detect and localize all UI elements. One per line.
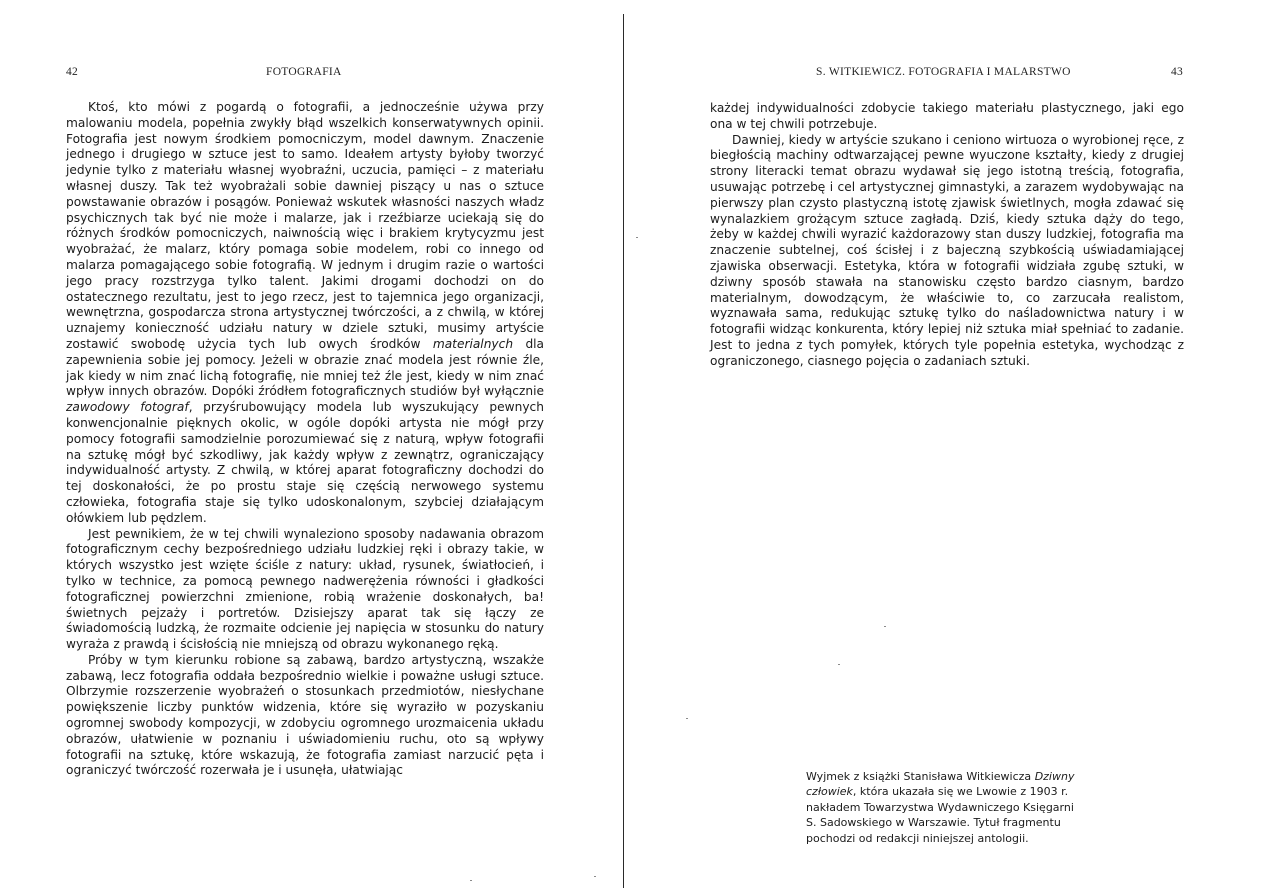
scan-speck [884,626,886,627]
scan-speck [594,876,596,877]
emphasis-materialnych: materialnych [432,336,514,351]
left-paragraph-2: Jest pewnikiem, że w tej chwili wynaleziono sposoby nadawania obrazom fotograficznym cechy bezpośredniego udziału ludzkiej ręki i obrazy takie, w których wszystko jest wzięte ściśle z natury: układ, rysunek, światłocień, i tylko w technice, za pomocą pewnego nadwerężenia równości i gładkości fotograficznej powierzchni zmienione, robią wrażenie doskonałych, ba! świetnych pejzaży i portretów. Dzisiejszy aparat tak się łączy ze świadomością ludzką, że rozmaite odcienie jej napięcia w stosunku do natury wyraża z prawdą i ścisłością nie mniejszą od obrazu wykonanego ręką. [66,526,544,652]
right-paragraph-1: każdej indywidualności zdobycie takiego materiału plastycznego, jaki ego ona w tej chwili potrzebuje. [710,101,1184,131]
left-running-head: FOTOGRAFIA [266,66,342,78]
left-page-number: 42 [66,66,79,78]
source-note [806,769,1086,846]
emphasis-zawodowy-fotograf: zawodowy fotograf [66,400,189,415]
right-paragraph-2: Dawniej, kiedy w artyście szukano i ceniono wirtuoza o wyrobionej ręce, z biegłością machiny odtwarzającej pewne wyuczone kształty, kiedy z drugiej strony literacki temat obrazu wydawał się jego istotną treścią, fotografia, usuwając potrzebę i cel artystycznej gimnastyki, a zarazem wydobywając na pierwszy plan czysto plastyczną istotę zjawisk świetlnych, mogła zdawać się wynalazkiem grożącym sztuce zagładą. Dziś, kiedy sztuka dąży do tego, żeby w każdej chwili wyrazić każdorazowy stan duszy ludzkiej, fotografia ma znaczenie subtelnej, coś ścisłej i z bajeczną szybkością uświadamiającej zjawiska obserwacji. Estetyka, która w fotografii widziała zgubę sztuki, w dziwny sposób stawała na stanowisku często bardzo ciasnym, bardzo materialnym, dowodzącym, że właściwie to, co zarzucała realistom, wyznawała sama, redukując sztukę tylko do naśladownictwa natury i w fotografii widząc konkurenta, który lepiej niż sztuka miał spełniać to zadanie. Jest to jedna z tych pomyłek, których tyle popełnia estetyka, wychodząc z ograniczonego, ciasnego pojęcia o zadaniach sztuki. [710,132,1184,368]
left-paragraph-1-part-a: Ktoś, kto mówi z pogardą o fotografii, a jednocześnie używa przy malowaniu modela, popełnia zwykły błąd wszelkich konserwatywnych opinii. Fotografia jest nowym środkiem pomocniczym, model dawnym. Znaczenie jednego i drugiego w sztuce jest to samo. Ideałem artysty byłoby tworzyć jedynie tylko z materiału własnej wyobraźni, uczucia, pamięci – z materiału własnej duszy. Tak też wyobrażali sobie dawniej piszący u nas o sztuce powstawanie obrazów i posągów. Ponieważ wskutek własności naszych władz psychicznych tak być nie może i malarze, jak i rzeźbiarze uciekają się do różnych środków pomocniczych, naiwnością więc i brakiem krytycyzmu jest wyobrażać, że malarz, który pomaga sobie modelem, robi co innego od malarza pomagającego sobie fotografią. W jednym i drugim razie o wartości jego pracy rozstrzyga tylko talent. Jakimi drogami dochodzi on do ostatecznego rezultatu, jest to jego rzecz, jest to tajemnica jego organizacji, wewnętrzna, gospodarcza strona artystycznej twórczości, a z chwilą, w której uznajemy konieczność udziału natury w dziele sztuki, musimy artyście zostawić swobodę użycia tych lub owych środków [66,100,544,351]
scan-speck [838,664,840,665]
left-paragraph-1-part-b: dla zapewnienia sobie jej pomocy. Jeżeli w obrazie znać modela jest równie źle, jak kiedy w nim znać lichą fotografię, nie mniej też źle jest, kiedy w nim znać wpływ innych obrazów. Dopóki źródłem fotograficznych studiów był wyłącznie [66,336,545,399]
scan-speck [636,237,638,238]
left-paragraph-1 [66,100,544,527]
source-note-after: , która ukazała się we Lwowie z 1903 r. nakładem Towarzystwa Wydawniczego Księgarni S. Sadowskiego w Warszawie. Tytuł fragmentu pochodzi od redakcji niniejszej antologii. [806,785,1074,845]
left-paragraph-1-part-c: , przyśrubowujący modela lub wyszukujący pewnych konwencjonalnie pięknych okolic, w ogóle dopóki artysta nie mógł przy pomocy fotografii samodzielnie porozumiewać się z naturą, wpływ fotografii na sztukę mógł być szkodliwy, jak każdy wpływ z zewnątrz, ograniczający indywidualność artysty. Z chwilą, w której aparat fotograficzny dochodzi do tej doskonałości, że po prostu staje się częścią nerwowego systemu człowieka, fotografia staje się tylko udoskonalonym, szybciej działającym ołówkiem lub pędzlem. [66,400,544,525]
left-body-text [66,100,544,779]
right-running-head: S. WITKIEWICZ. FOTOGRAFIA I MALARSTWO [816,66,1071,78]
source-note-title: Dziwny człowiek [806,770,1075,799]
scan-speck [470,880,472,881]
left-paragraph-3: Próby w tym kierunku robione są zabawą, bardzo artystyczną, wszakże zabawą, lecz fotografia oddała bezpośrednio wielkie i poważne usługi sztuce. Olbrzymie rozszerzenie wyobrażeń o stosunkach przedmiotów, niesłychane powiększenie liczby punktów widzenia, które się wyraziło w pozyskaniu ogromnej swobody kompozycji, w zdobyciu ogromnego urozmaicenia układu obrazów, ułatwienie w poznaniu i uświadomieniu ruchu, oto są wpływy fotografii na sztukę, które wskazują, że fotografia zamiast narzucić pęta i ograniczyć twórczość rozerwała je i usunęła, ułatwiając [66,652,544,778]
scan-speck [686,718,688,719]
right-page-number: 43 [1171,66,1184,78]
right-body-text [710,101,1184,370]
page-gutter [623,14,624,888]
source-note-before: Wyjmek z książki Stanisława Witkiewicza [806,770,1032,783]
